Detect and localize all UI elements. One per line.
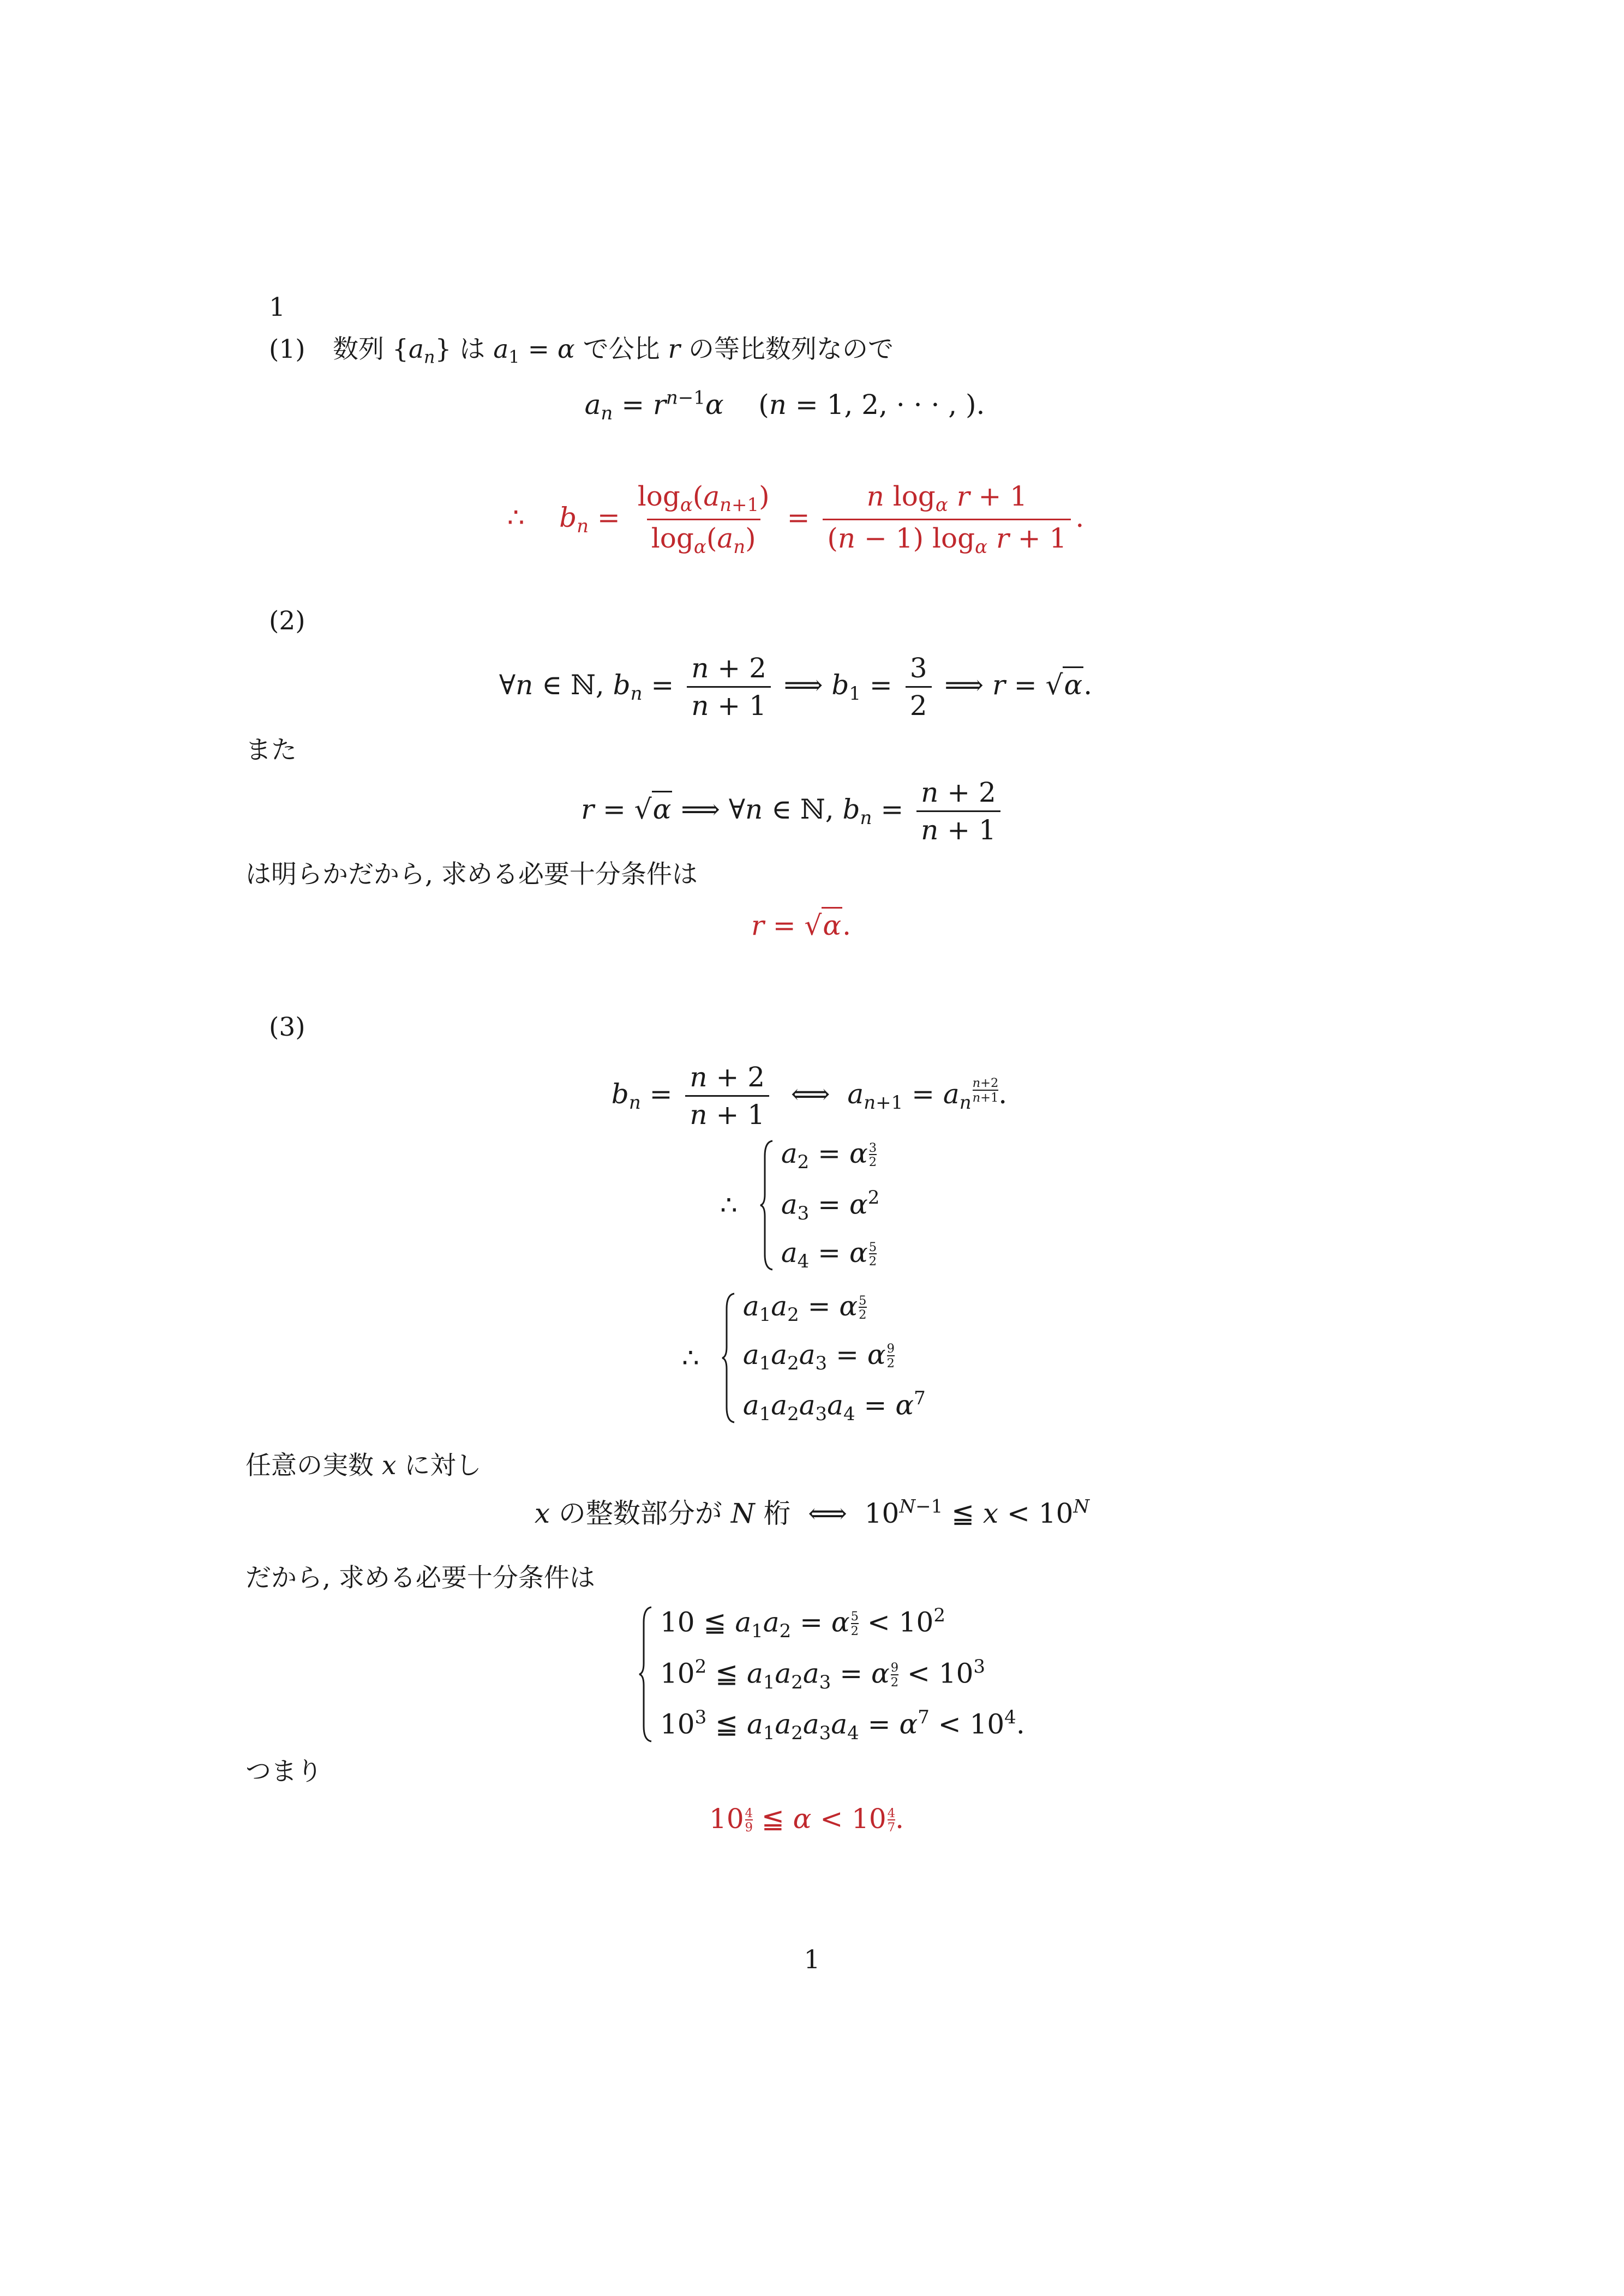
part2-mata: また: [245, 735, 297, 765]
page-number: 1: [804, 1945, 820, 1975]
part1-answer: ∴ $b_n$ = $\frac{\log_\alpha(a_{n+1})}{\log_\alpha(a_n)}$ = $\frac{n \log_\alpha r + 1}{(n - 1) \log_\alpha r + 1}$ .: [507, 480, 1084, 558]
part3-conclusion-text: だから, 求める必要十分条件は: [245, 1563, 595, 1593]
part2-conclusion-text: は明らかだから, 求める必要十分条件は: [245, 860, 698, 889]
part3-eq1: $b_n$ = $\frac{n + 2}{n + 1}$ ⟺ $a_{n+1} = a_n$ $\frac{n+2}{n+1}$ .: [611, 1061, 1008, 1131]
part3-system2: ∴ $a_1a_2 = \alpha$ $\frac{5}{2}$ $a_1a_2a_3 = \alpha$ $\frac{9}{2}$ $a_1a_2a_3a_4 = \alpha^7$: [682, 1290, 926, 1425]
part3-system1: ∴ $a_2 = \alpha$ $\frac{3}{2}$ $a_3 = \alpha^2$ $a_4 = \alpha$ $\frac{5}{2}$: [720, 1138, 880, 1272]
part3-label: (3): [269, 1012, 305, 1042]
part3-digits-equivalence: x の整数部分が N 桁 ⟺ $10^{N-1}$ ≦ $x < 10^N$: [534, 1495, 1090, 1529]
part2-eq2: r = √α ⟹ ∀n ∈ ℕ, $b_n$ = $\frac{n + 2}{n + 1}$: [0, 779, 1624, 844]
part2-answer: r = √α.: [0, 912, 1624, 939]
part1-intro: 数列 $\{a_n\}$ は $a_1 = \alpha$ で公比 r の等比数列なので: [333, 334, 894, 368]
left-brace-icon: [638, 1606, 652, 1742]
part3-answer: 10 $\frac{4}{9}$ ≦ α < 10 $\frac{4}{7}$ .: [709, 1803, 904, 1835]
part1-an-formula: $a_n = r^{n-1}\alpha$ (n = 1, 2, · · · , ).: [584, 387, 985, 424]
part3-tsumari: つまり: [245, 1757, 322, 1787]
part2-eq1: ∀n ∈ ℕ, $b_n$ = $\frac{n + 2}{n + 1}$ ⟹ $b_1$ = $\frac{3}{2}$ ⟹ r = √α.: [499, 652, 1093, 722]
left-brace-icon: [759, 1140, 774, 1271]
part3-system3: 10 ≦ $a_1a_2 = \alpha$ $\frac{5}{2}$ < $10^2$ $10^2$ ≦ $a_1a_2a_3 = \alpha$ $\frac{9}{2}$ < $10^3$ $10^3$ ≦ $a_1a_2a_3a_4 = \alpha^7 < 10^4$.: [638, 1606, 1025, 1742]
left-brace-icon: [721, 1293, 735, 1423]
part2-label: (2): [269, 606, 305, 636]
part1-label: (1): [269, 334, 305, 364]
problem-number: 1: [269, 292, 285, 322]
part3-arbitrary-text: 任意の実数 x に対し: [245, 1451, 482, 1481]
